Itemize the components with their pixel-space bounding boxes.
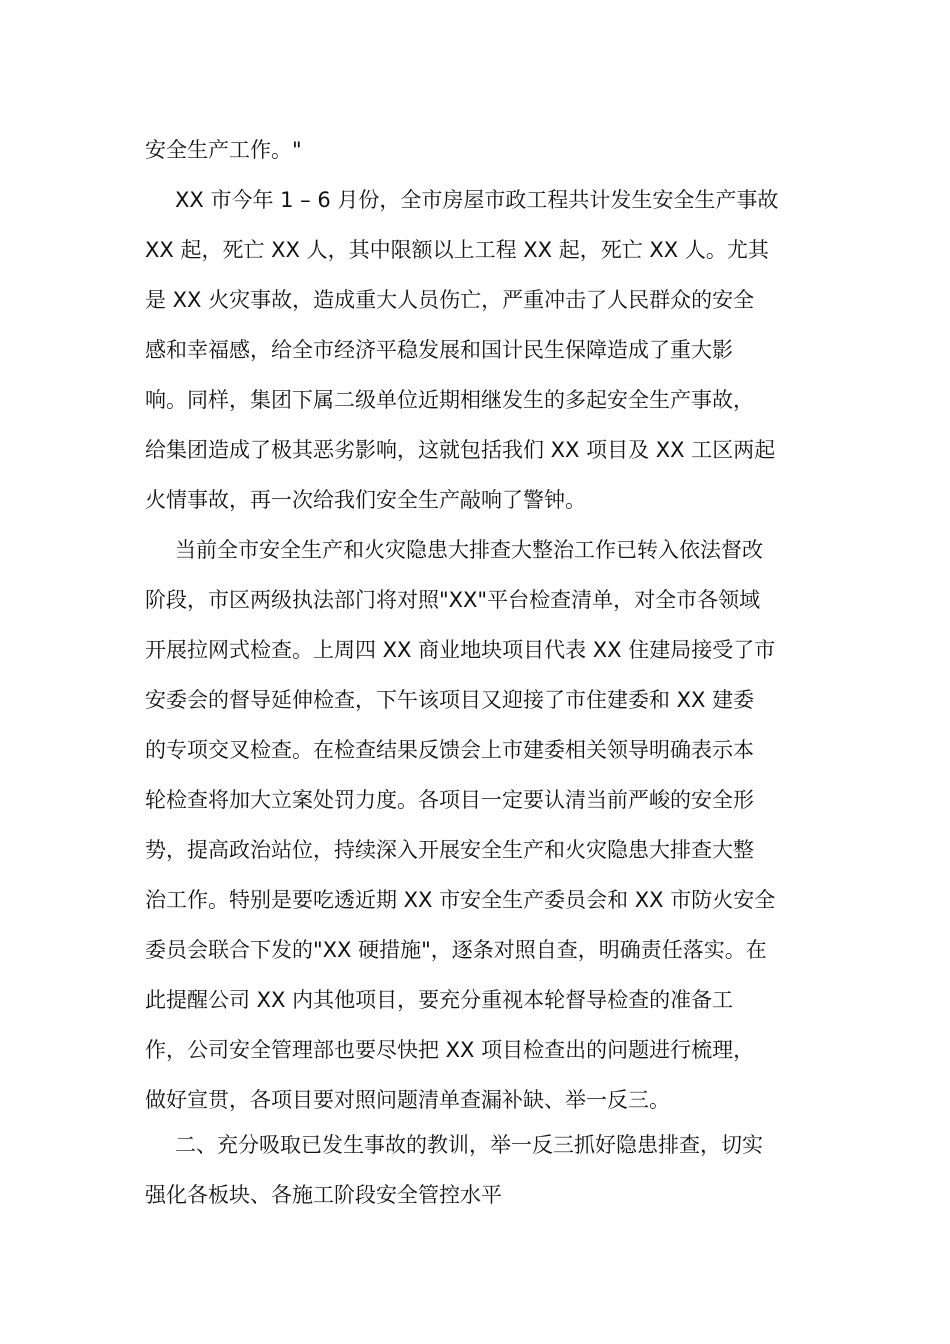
- text-line: 阶段，市区两级执法部门将对照"XX"平台检查清单，对全市各领域: [145, 588, 761, 612]
- text-line: 的专项交叉检查。在检查结果反馈会上市建委相关领导明确表示本: [145, 738, 754, 762]
- text-line: 感和幸福感，给全市经济平稳发展和国计民生保障造成了重大影: [145, 338, 733, 362]
- section-heading-two: [145, 1120, 815, 1220]
- text-line: 安委会的督导延伸检查，下午该项目又迎接了市住建委和 XX 建委: [145, 688, 755, 712]
- text-line: 此提醒公司 XX 内其他项目，要充分重视本轮督导检查的准备工: [145, 988, 734, 1012]
- text-line: 是 XX 火灾事故，造成重大人员伤亡，严重冲击了人民群众的安全: [145, 288, 755, 312]
- paragraph-inspection-work: [145, 525, 815, 1125]
- text-line: 火情事故，再一次给我们安全生产敲响了警钟。: [145, 488, 586, 512]
- text-line: 安全生产工作。": [145, 138, 302, 162]
- text-line: 开展拉网式检查。上周四 XX 商业地块项目代表 XX 住建局接受了市: [145, 638, 776, 662]
- text-line: 响。同样，集团下属二级单位近期相继发生的多起安全生产事故，: [145, 388, 754, 412]
- text-line: XX 市今年 1 – 6 月份，全市房屋市政工程共计发生安全生产事故: [175, 188, 779, 212]
- text-line: 当前全市安全生产和火灾隐患大排查大整治工作已转入依法督改: [175, 538, 763, 562]
- text-line: 二、充分吸取已发生事故的教训，举一反三抓好隐患排查，切实: [175, 1133, 763, 1157]
- paragraph-continuation: [145, 125, 815, 175]
- text-line: 委员会联合下发的"XX 硬措施"，逐条对照自查，明确责任落实。在: [145, 938, 767, 962]
- text-line: XX 起，死亡 XX 人，其中限额以上工程 XX 起，死亡 XX 人。尤其: [145, 238, 769, 262]
- text-line: 作，公司安全管理部也要尽快把 XX 项目检查出的问题进行梳理，: [145, 1038, 755, 1062]
- text-line: 强化各板块、各施工阶段安全管控水平: [145, 1183, 502, 1207]
- text-line: 做好宣贯，各项目要对照问题清单查漏补缺、举一反三。: [145, 1088, 670, 1112]
- text-line: 势，提高政治站位，持续深入开展安全生产和火灾隐患大排查大整: [145, 838, 754, 862]
- paragraph-accident-statistics: [145, 175, 815, 525]
- text-line: 给集团造成了极其恶劣影响，这就包括我们 XX 项目及 XX 工区两起: [145, 438, 776, 462]
- text-line: 轮检查将加大立案处罚力度。各项目一定要认清当前严峻的安全形: [145, 788, 754, 812]
- text-line: 治工作。特别是要吃透近期 XX 市安全生产委员会和 XX 市防火安全: [145, 888, 776, 912]
